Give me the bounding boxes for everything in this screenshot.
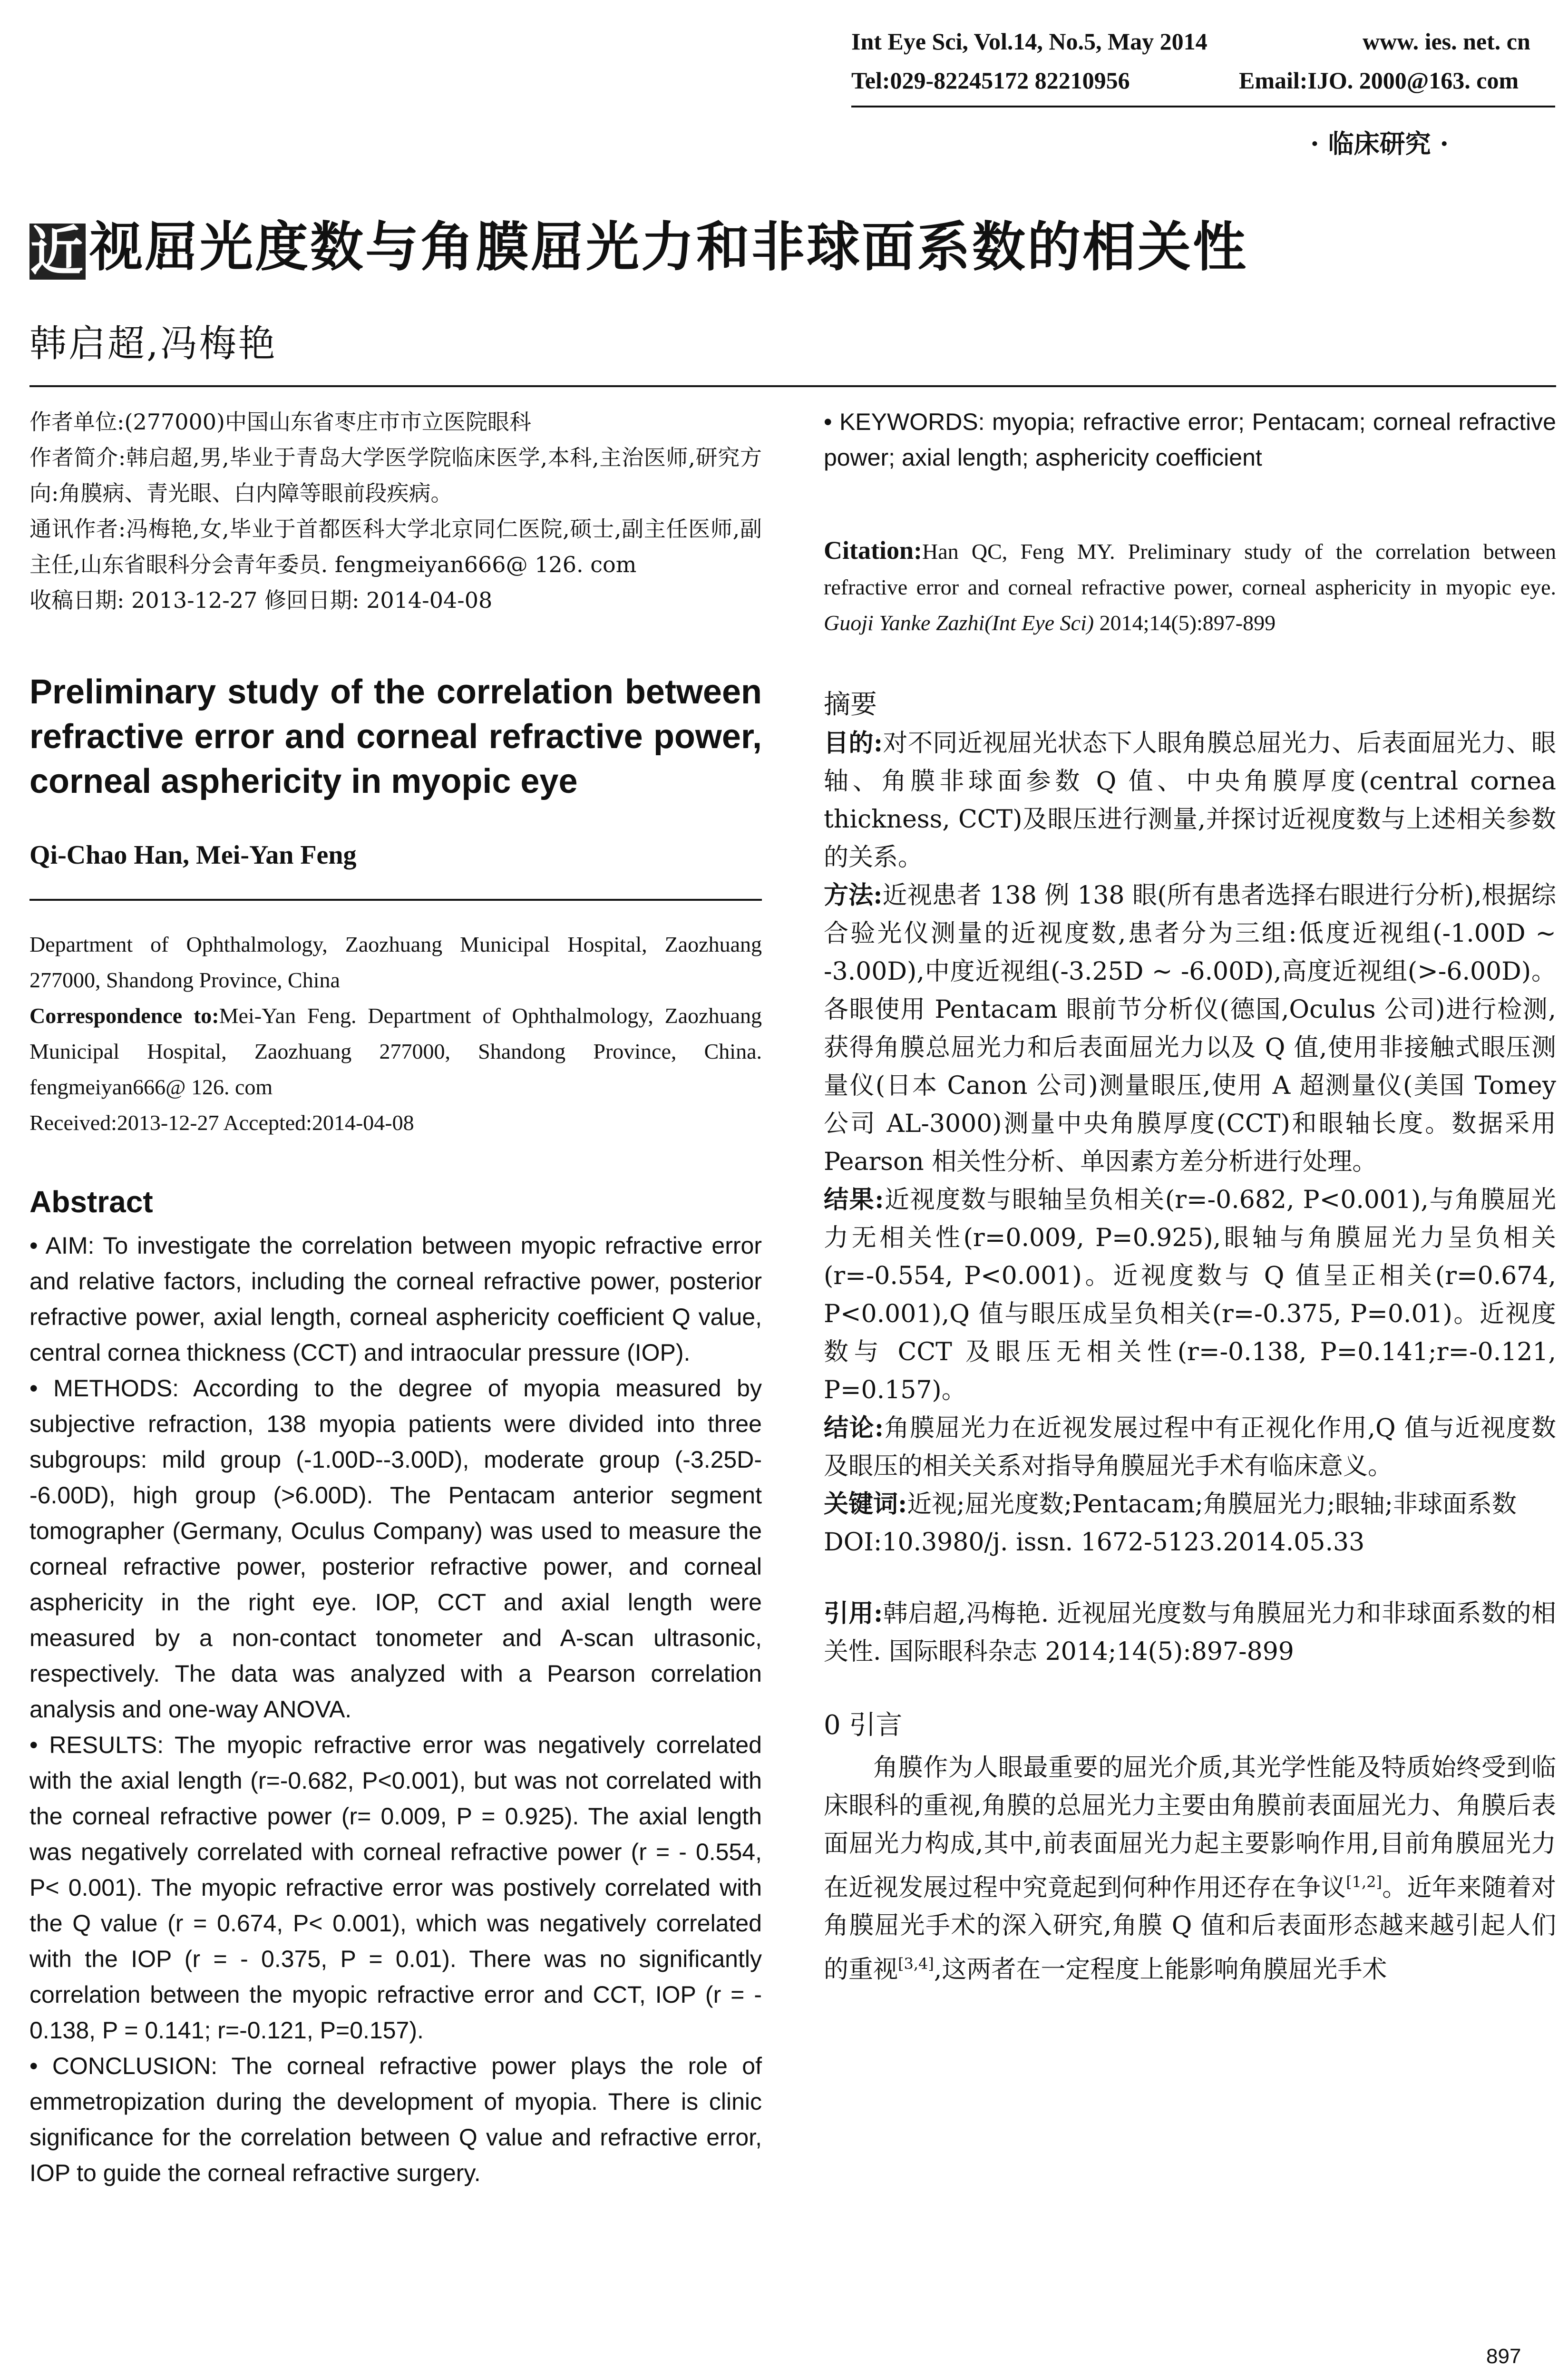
aim-cn: [824, 724, 1556, 877]
correspondence-text: Mei-Yan Feng. Department of Ophthalmology, Zaozhuang Municipal Hospital, Zaozhuang 277000, Shandong Province, China. fengmeiyan666@ 126. com: [29, 1003, 762, 1099]
author-unit: 作者单位:(277000)中国山东省枣庄市市立医院眼科: [29, 409, 531, 435]
methods-text: According to the degree of myopia measured by subjective refraction, 138 myopia patients were divided into three subgroups: mild group (-1.00D--3.00D), moderate group (-3.25D--6.00D), high group (>6.00D). The Pentacam anterior segment tomographer (Germany, Oculus Company) was used to measure the corneal refractive power, posterior refractive power, and corneal asphericity in the right eye. IOP, CCT and axial length were measured by a non-contact tonometer and A-scan ultrasonic, respectively. The data was analyzed with a Pearson correlation analysis and one-way ANOVA.: [29, 1375, 762, 1723]
citation-cn-label: 引用:: [824, 1599, 883, 1628]
abstract-results: [29, 1727, 762, 2048]
citation-journal: Guoji Yanke Zazhi(Int Eye Sci): [824, 611, 1094, 635]
abstract-en-continued: [824, 404, 1556, 476]
journal-tel: Tel:029-82245172 82210956: [851, 67, 1130, 94]
methods-cn-label: 方法:: [824, 881, 883, 910]
citation-label: Citation:: [824, 536, 922, 565]
aim-cn-label: 目的:: [824, 729, 883, 758]
title-initial-mark: 近: [30, 220, 85, 283]
author-meta-cn: [29, 404, 762, 618]
ref-3-4: [3,4]: [898, 1955, 934, 1973]
results-cn: [824, 1181, 1556, 1409]
citation-cn: [824, 1595, 1556, 1671]
affiliation: [29, 926, 762, 1140]
aim-cn-text: 对不同近视屈光状态下人眼角膜总屈光力、后表面屈光力、眼轴、角膜非球面参数 Q 值、中央角膜厚度(central cornea thickness, CCT)及眼压进行测量,并探讨近视度数与上述相关参数的关系。: [824, 729, 1556, 872]
department: Department of Ophthalmology, Zaozhuang Municipal Hospital, Zaozhuang 277000, Shandong Province, China: [29, 932, 762, 992]
page-number: 897: [1486, 2345, 1521, 2368]
citation-en: [824, 533, 1556, 641]
aim-text: To investigate the correlation between myopic refractive error and relative factors, including the corneal refractive power, posterior refractive power, axial length, corneal asphericity coefficient Q value, central cornea thickness (CCT) and intraocular pressure (IOP).: [29, 1232, 762, 1366]
abstract-keywords: [824, 404, 1556, 476]
received-accepted: Received:2013-12-27 Accepted:2014-04-08: [29, 1111, 414, 1135]
keywords-cn: [824, 1485, 1556, 1523]
doi: DOI:10.3980/j. issn. 1672-5123.2014.05.33: [824, 1528, 1365, 1557]
chinese-title-text: 视屈光度数与角膜屈光力和非球面系数的相关性: [89, 216, 1248, 278]
keywords-text: myopia; refractive error; Pentacam; corneal refractive power; axial length; asphericity coefficient: [824, 409, 1556, 471]
aim-tag: • AIM:: [29, 1232, 95, 1259]
header-rule: [851, 106, 1555, 107]
correspondence: [29, 998, 762, 1105]
english-authors: Qi-Chao Han, Mei-Yan Feng: [29, 840, 357, 870]
methods-cn: [824, 877, 1556, 1181]
methods-cn-text: 近视患者 138 例 138 眼(所有患者选择右眼进行分析),根据综合验光仪测量的近视度数,患者分为三组:低度近视组(-1.00D ~ -3.00D),中度近视组(-3.25D ~ -6.00D),高度近视组(>-6.00D)。各眼使用 Pentacam 眼前节分析仪(德国,Oculus 公司)进行检测,获得角膜总屈光力和后表面屈光力以及 Q 值,使用非接触式眼压测量仪(日本 Canon 公司)测量眼压,使用 A 超测量仪(美国 Tomey 公司 AL-3000)测量中央角膜厚度(CCT)和眼轴长度。数据采用 Pearson 相关性分析、单因素方差分析进行处理。: [824, 881, 1556, 1176]
left-column: [29, 404, 762, 2191]
citation-volume: 2014;14(5):897-899: [1099, 611, 1276, 635]
title-rule: [29, 385, 1556, 387]
english-title: Preliminary study of the correlation between refractive error and corneal refractive power, corneal asphericity in myopic eye: [29, 673, 762, 800]
abstract-cn-heading: 摘要: [824, 689, 877, 720]
introduction: [824, 1704, 1556, 1989]
intro-text-b: 。近年来随着对角膜屈光手术的深入研究,角膜 Q 值和后表面形态越来越引起人们的重视: [824, 1873, 1556, 1984]
abstract-cn: [824, 683, 1556, 1561]
abstract-aim: [29, 1228, 762, 1371]
chinese-title: [29, 205, 1248, 281]
results-cn-label: 结果:: [824, 1185, 884, 1214]
correspondence-label: Correspondence to:: [29, 1003, 219, 1028]
intro-text-c: ,这两者在一定程度上能影响角膜屈光手术: [934, 1955, 1387, 1984]
journal-info: Int Eye Sci, Vol.14, No.5, May 2014: [851, 28, 1208, 55]
ref-1-2: [1,2]: [1346, 1873, 1382, 1891]
conclusion-cn-text: 角膜屈光力在近视发展过程中有正视化作用,Q 值与近视度数及眼压的相关关系对指导角膜屈光手术有临床意义。: [824, 1414, 1556, 1481]
abstract-heading: Abstract: [29, 1185, 153, 1219]
results-tag: • RESULTS:: [29, 1732, 164, 1758]
journal-website: www. ies. net. cn: [1363, 28, 1530, 55]
results-cn-text: 近视度数与眼轴呈负相关(r=-0.682, P<0.001),与角膜屈光力无相关性(r=0.009, P=0.925),眼轴与角膜屈光力呈负相关(r=-0.554, P<0.001)。近视度数与 Q 值呈正相关(r=0.674, P<0.001),Q 值与眼压成呈负相关(r=-0.375, P=0.01)。近视度数与 CCT 及眼压无相关性(r=-0.138, P=0.141;r=-0.121, P=0.157)。: [824, 1186, 1556, 1404]
abstract-methods: [29, 1371, 762, 1727]
citation-body: Han QC, Feng MY. Preliminary study of the correlation between refractive error and corneal refractive power, corneal asphericity in myopic eye.: [824, 539, 1556, 599]
chinese-authors: 韩启超,冯梅艳: [29, 322, 277, 365]
keywords-cn-text: 近视;屈光度数;Pentacam;角膜屈光力;眼轴;非球面系数: [907, 1490, 1517, 1519]
conclusion-cn: [824, 1409, 1556, 1485]
abstract-conclusion-start: [29, 2048, 762, 2191]
authors-rule: [29, 899, 762, 901]
author-bio: 作者简介:韩启超,男,毕业于青岛大学医学院临床医学,本科,主治医师,研究方向:角膜病、青光眼、白内障等眼前段疾病。: [29, 445, 762, 506]
corresponding-author-cn: 通讯作者:冯梅艳,女,毕业于首都医科大学北京同仁医院,硕士,副主任医师,副主任,山东省眼科分会青年委员. fengmeiyan666@ 126. com: [29, 516, 762, 577]
section-tag: · 临床研究 ·: [1310, 128, 1449, 159]
abstract-en: [29, 1228, 762, 2191]
keywords-tag: • KEYWORDS:: [824, 409, 985, 435]
methods-tag: • METHODS:: [29, 1375, 179, 1402]
citation-cn-body: 韩启超,冯梅艳. 近视屈光度数与角膜屈光力和非球面系数的相关性. 国际眼科杂志 2014;14(5):897-899: [824, 1599, 1556, 1666]
intro-heading: 0 引言: [824, 1710, 903, 1741]
citation-en-text: [824, 533, 1556, 641]
dates-cn: 收稿日期: 2013-12-27 修回日期: 2014-04-08: [29, 587, 493, 613]
journal-email: Email:IJO. 2000@163. com: [1239, 67, 1519, 94]
intro-text-a: 角膜作为人眼最重要的屈光介质,其光学性能及特质始终受到临床眼科的重视,角膜的总屈光力主要由角膜前表面屈光力、角膜后表面屈光力构成,其中,前表面屈光力起主要影响作用,目前角膜屈光力在近视发展过程中究竟起到何种作用还存在争议: [824, 1754, 1556, 1902]
results-text: The myopic refractive error was negatively correlated with the axial length (r=-0.682, P<0.001), but was not correlated with the corneal refractive power (r= 0.009, P = 0.925). The axial length was negatively correlated with corneal refractive power (r = - 0.554, P< 0.001). The myopic refractive error was postively correlated with the Q value (r = 0.674, P< 0.001), which was negatively correlated with the IOP (r = - 0.375, P = 0.01). There was no significantly correlation between the myopic refractive error and CCT, IOP (r = - 0.138, P = 0.141; r=-0.121, P=0.157).: [29, 1732, 762, 2044]
conclusion-tag: • CONCLUSION:: [29, 2053, 218, 2079]
citation-cn-text: [824, 1595, 1556, 1671]
intro-paragraph: [824, 1749, 1556, 1989]
conclusion-cn-label: 结论:: [824, 1413, 884, 1442]
keywords-cn-label: 关键词:: [824, 1490, 907, 1519]
right-column: [824, 404, 1556, 1989]
conclusion-text: The corneal refractive power plays the role of emmetropization during the development of myopia. There is clinic significance for the correlation between Q value and refractive error, IOP to guide the corneal refractive surgery.: [29, 2053, 762, 2186]
